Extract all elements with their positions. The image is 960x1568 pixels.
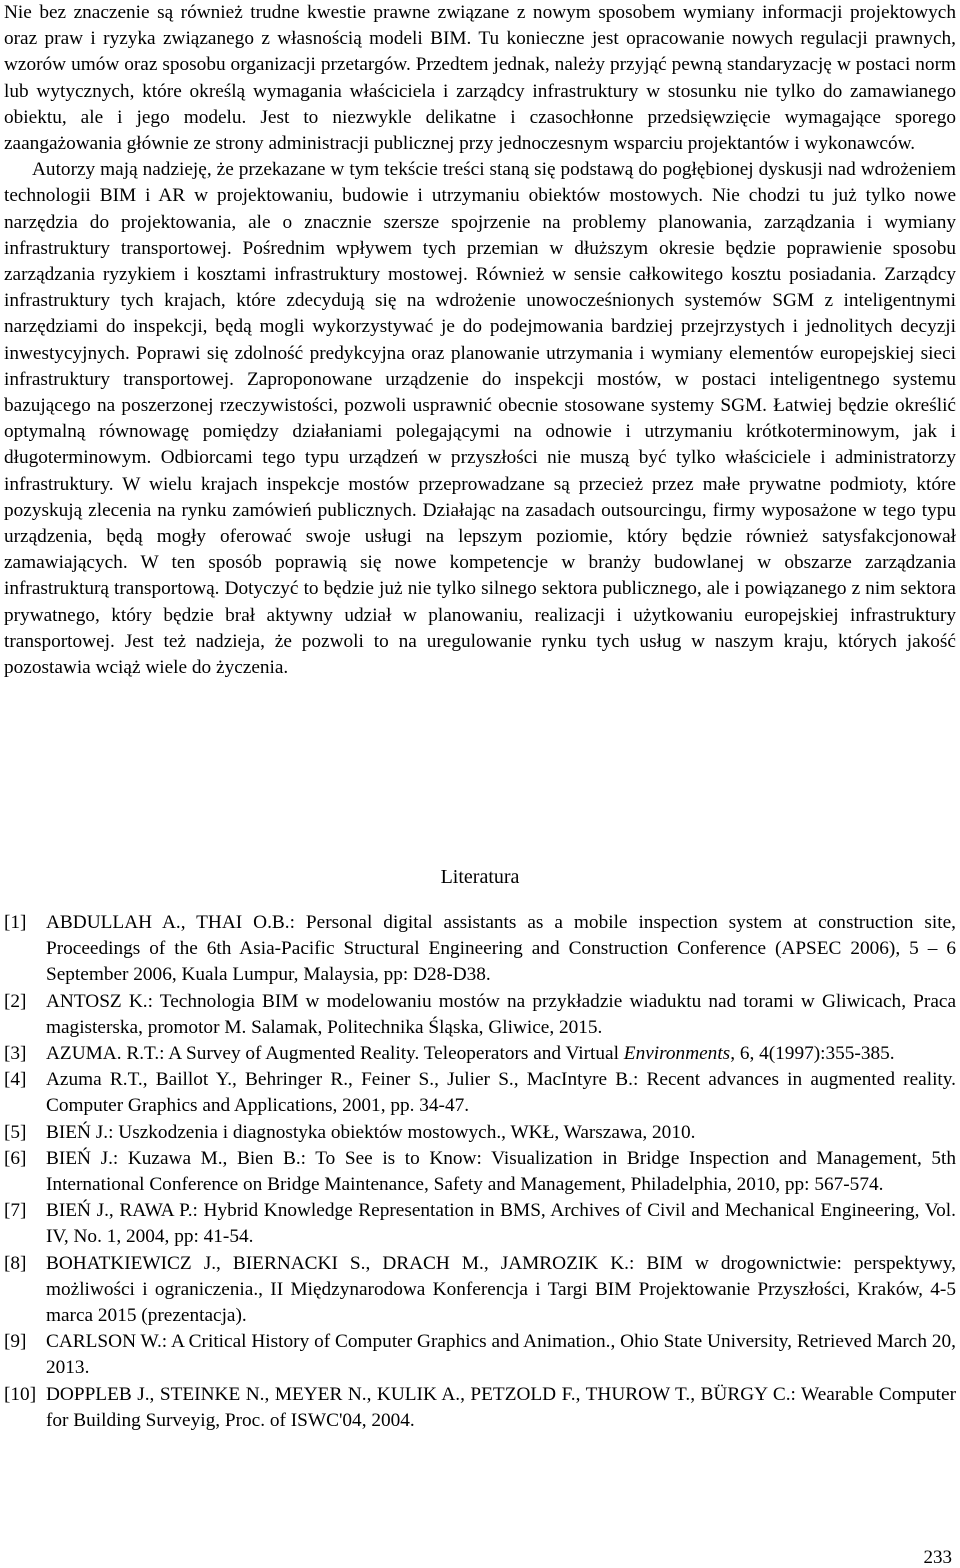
reference-text: CARLSON W.: A Critical History of Computer Graphics and Animation., Ohio State University, Retrieved March 20, 2013. (46, 1331, 956, 1379)
reference-item (4, 1120, 956, 1146)
reference-number: [9] (4, 1331, 27, 1353)
section-heading-literatura: Literatura (440, 866, 520, 888)
reference-item (4, 1251, 956, 1330)
reference-text: ABDULLAH A., THAI O.B.: Personal digital assistants as a mobile inspection system at construction site, Proceedings of the 6th Asia-Pacific Structural Engineering and Construction Conference (APSEC 2006), 5 – 6 September 2006, Kuala Lumpur, Malaysia, pp: D28-D38. (46, 912, 956, 986)
reference-text: BIEŃ J., RAWA P.: Hybrid Knowledge Representation in BMS, Archives of Civil and Mechanical Engineering, Vol. IV, No. 1, 2004, pp: 41-54. (46, 1200, 956, 1248)
reference-text: BIEŃ J.: Uszkodzenia i diagnostyka obiektów mostowych., WKŁ, Warszawa, 2010. (46, 1121, 696, 1143)
reference-item (4, 1146, 956, 1198)
reference-number: [8] (4, 1252, 27, 1274)
reference-number: [4] (4, 1069, 27, 1091)
reference-number: [10] (4, 1383, 37, 1405)
reference-text-part: , 6, 4(1997):355-385. (730, 1043, 895, 1065)
reference-text-part: AZUMA. R.T.: A Survey of Augmented Reality. Teleoperators and Virtual (46, 1043, 624, 1065)
reference-text: BIEŃ J.: Kuzawa M., Bien B.: To See is to Know: Visualization in Bridge Inspection and Management, 5th International Conference on Bridge Maintenance, Safety and Management, Philadelphia, 2010, pp: 567-574. (46, 1147, 956, 1196)
body-text (4, 0, 956, 681)
reference-item (4, 910, 956, 989)
reference-item (4, 1198, 956, 1250)
reference-number: [3] (4, 1043, 27, 1065)
reference-text: Azuma R.T., Baillot Y., Behringer R., Feiner S., Julier S., MacIntyre B.: Recent advances in augmented reality. Computer Graphics and Applications, 2001, pp. 34-47. (46, 1069, 956, 1117)
reference-text: ANTOSZ K.: Technologia BIM w modelowaniu mostów na przykładzie wiaduktu nad torami w Gliwicach, Praca magisterska, promotor M. Salamak, Politechnika Śląska, Gliwice, 2015. (46, 990, 956, 1038)
reference-item (4, 1041, 956, 1067)
reference-item (4, 989, 956, 1041)
paragraph: Nie bez znaczenie są również trudne kwestie prawne związane z nowym sposobem wymiany informacji projektowych oraz praw i ryzyka związanego z własnością modeli BIM. Tu konieczne jest opracowanie nowych regulacji prawnych, wzorów umów oraz sposobu organizacji przetargów. Przedtem jednak, należy przyjąć pewną standaryzację w postaci norm lub wytycznych, które określą wymagania właściciela i zarządcy infrastruktury w stosunku nie tylko do zamawianego obiektu, ale i jego modelu. Jest to niezwykle delikatne i czasochłonne przedsięwzięcie wymagające sporego zaangażowania głównie ze strony administracji publicznej przy jednoczesnym wsparciu projektantów i wykonawców. (4, 2, 956, 155)
reference-item (4, 1382, 956, 1434)
paragraph: Autorzy mają nadzieję, że przekazane w tym tekście treści staną się podstawą do pogłębionej dyskusji nad wdrożeniem technologii BIM i AR w projektowaniu, budowie i utrzymaniu obiektów mostowych. Nie chodzi tu już tylko nowe narzędzia do projektowania, ale o znacznie szersze spojrzenie na problemy planowania, zarządzania i wymiany infrastruktury transportowej. Pośrednim wpływem tych przemian w dłuższym okresie będzie poprawienie sposobu zarządzania ryzykiem i kosztami infrastruktury mostowej. Również w sensie całkowitego kosztu posiadania. Zarządcy infrastruktury tych krajach, które zdecydują się na wdrożenie unowocześnionych systemów SGM z inteligentnymi narzędziami do inspekcji, będą mogli wykorzystywać je do podejmowania bardziej przejrzystych i jednolitych decyzji inwestycyjnych. Poprawi się zdolność predykcyjna oraz planowanie utrzymania i wymiany elementów europejskiej sieci infrastruktury transportowej. Zaproponowane urządzenie do inspekcji mostów, w postaci inteligentnego systemu bazującego na poszerzonej rzeczywistości, pozwoli usprawnić obecnie stosowane systemy SGM. Łatwiej będzie określić optymalną równowagę pomiędzy działaniami polegającymi na odnowie i utrzymaniu krótkoterminowym, jak i długoterminowym. Odbiorcami tego typu urządzeń w przyszłości nie muszą być tylko właściciele i administratorzy infrastruktury. W wielu krajach inspekcje mostów przeprowadzane są przecież przez małe prywatne podmioty, które pozyskują zlecenia na rynku zamówień publicznych. Działając na zasadach outsourcingu, firmy wyposażone w tego typu urządzenia, będą mogły oferować swoje usługi na lepszym poziomie, który będzie również satysfakcjonował zamawiających. W ten sposób poprawią się nowe kompetencje w branży budowlanej w obszarze zarządzania infrastrukturą transportową. Dotyczyć to będzie już nie tylko silnego sektora publicznego, ale i powiązanego z nim sektora prywatnego, który będzie brał aktywny udział w planowaniu, realizacji i użytkowaniu europejskiej infrastruktury transportowej. Jest też nadzieja, że pozwoli to na uregulowanie rynku tych usług w naszym kraju, których jakość pozostawia wciąż wiele do życzenia. (4, 159, 956, 679)
reference-number: [2] (4, 990, 27, 1012)
reference-item (4, 1067, 956, 1119)
reference-text: BOHATKIEWICZ J., BIERNACKI S., DRACH M., JAMROZIK K.: BIM w drogownictwie: perspektywy, możliwości i ograniczenia., II Międzynarodowa Konferencja i Targi BIM Projektowanie Przyszłości, Kraków, 4-5 marca 2015 (prezentacja). (46, 1252, 956, 1327)
page-number: 233 (923, 1547, 952, 1568)
reference-item (4, 1329, 956, 1381)
reference-text (46, 1041, 956, 1067)
reference-number: [7] (4, 1200, 27, 1222)
reference-text: DOPPLEB J., STEINKE N., MEYER N., KULIK A., PETZOLD F., THUROW T., BÜRGY C.: Wearable Computer for Building Surveyig, Proc. of ISWC'04, 2004. (46, 1383, 956, 1431)
reference-number: [5] (4, 1121, 27, 1143)
reference-number: [6] (4, 1147, 27, 1169)
reference-italic-part: Environments (623, 1043, 731, 1065)
reference-list (4, 910, 956, 1434)
reference-number: [1] (4, 912, 27, 933)
